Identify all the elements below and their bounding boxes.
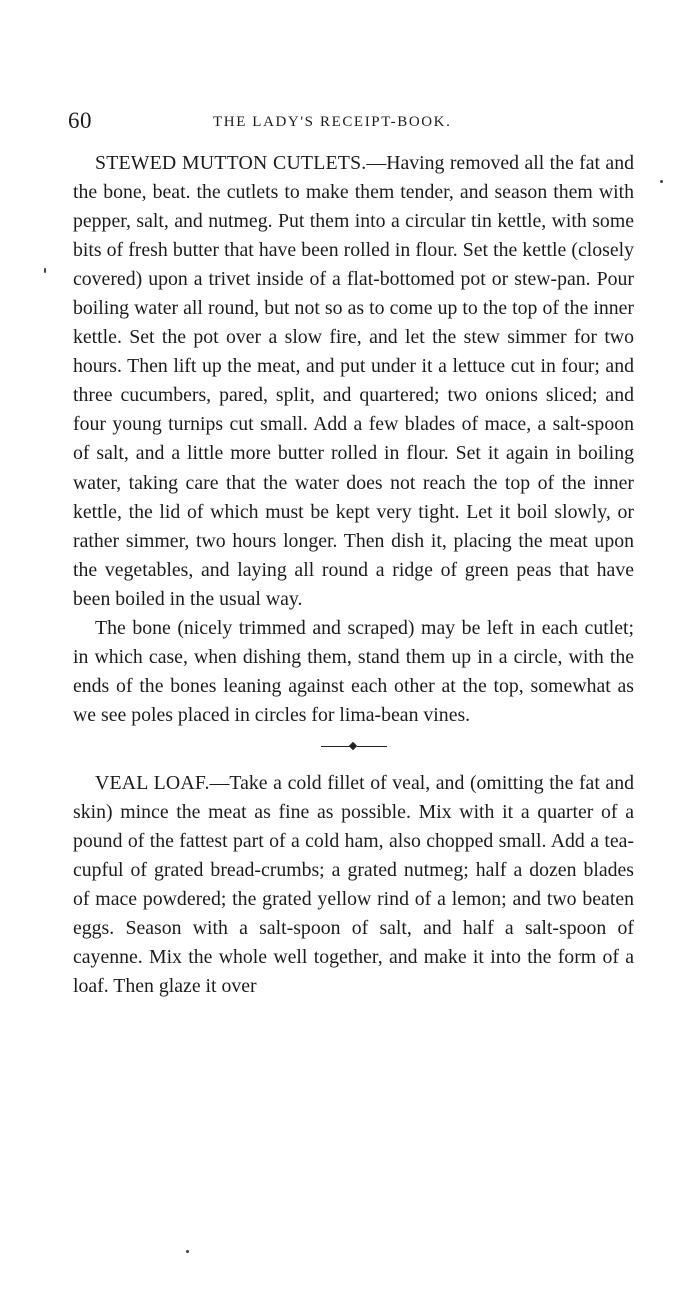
- section-divider: [73, 732, 634, 762]
- recipe-stewed-mutton-cutlets: STEWED MUTTON CUTLETS.—Having removed all the fat and the bone, beat. the cutlets to make them tender, and season them with pepper, salt, and nutmeg. Put them into a circular tin kettle, with some bits of fresh butter that have been rolled in flour. Set the kettle (closely covered) upon a trivet inside of a flat-bottomed pot or stew-pan. Pour boiling water all round, but not so as to come up to the top of the inner kettle. Set the pot over a slow fire, and let the stew simmer for two hours. Then lift up the meat, and put under it a lettuce cut in four; and three cucumbers, pared, split, and quartered; two onions sliced; and four young turnips cut small. Add a few blades of mace, a salt-spoon of salt, and a little more butter rolled in flour. Set it again in boiling water, taking care that the water does not reach the top of the inner kettle, the lid of which must be kept very tight. Let it boil slowly, or rather simmer, two hours longer. Then dish it, placing the meat upon the vegetables, and laying all round a ridge of green peas that have been boiled in the usual way.: [73, 152, 634, 610]
- running-head: [68, 106, 634, 136]
- divider-rule-right: [357, 746, 387, 747]
- recipe-title: STEWED MUTTON CUTLETS.: [95, 152, 367, 174]
- recipe-veal-loaf: VEAL LOAF.—Take a cold fillet of veal, and (omitting the fat and skin) mince the meat as fine as possible. Mix with it a quarter of a pound of the fattest part of a cold ham, also chopped small. Add a tea-cupful of grated bread-crumbs; a grated nutmeg; half a dozen blades of mace powdered; the grated yellow rind of a lemon; and two beaten eggs. Season with a salt-spoon of salt, and half a salt-spoon of cayenne. Mix the whole well together, and make it into the form of a loaf. Then glaze it over: [73, 771, 634, 998]
- diamond-ornament-icon: [349, 742, 357, 750]
- ink-speck: [660, 180, 663, 183]
- recipe-paragraph: Take a cold fillet of veal, and (omitting the fat and skin) mince the meat as fine as possible. Mix with it a quarter of a pound of the fattest part of a cold ham, also chopped small. Add a tea-cupful of grated bread-crumbs; a grated nutmeg; half a dozen blades of mace powdered; the grated yellow rind of a lemon; and two beaten eggs. Season with a salt-spoon of salt, and half a salt-spoon of cayenne. Mix the whole well together, and make it into the form of a loaf. Then glaze it over: [73, 771, 634, 998]
- body-text: [73, 149, 634, 1001]
- divider-rule-left: [321, 746, 351, 747]
- recipe-paragraph: Having removed all the fat and the bone, beat. the cutlets to make them tender, and season them with pepper, salt, and nutmeg. Put them into a circular tin kettle, with some bits of fresh butter that have been rolled in flour. Set the kettle (closely covered) upon a trivet inside of a flat-bottomed pot or stew-pan. Pour boiling water all round, but not so as to come up to the top of the inner kettle. Set the pot over a slow fire, and let the stew simmer for two hours. Then lift up the meat, and put under it a lettuce cut in four; and three cucumbers, pared, split, and quartered; two onions sliced; and four young turnips cut small. Add a few blades of mace, a salt-spoon of salt, and a little more butter rolled in flour. Set it again in boiling water, taking care that the water does not reach the top of the inner kettle, the lid of which must be kept very tight. Let it boil slowly, or rather simmer, two hours longer. Then dish it, placing the meat upon the vegetables, and laying all round a ridge of green peas that have been boiled in the usual way.: [73, 152, 634, 610]
- running-title: THE LADY'S RECEIPT-BOOK.: [213, 114, 452, 130]
- recipe-title: VEAL LOAF.: [95, 771, 210, 794]
- recipe-note-paragraph: The bone (nicely trimmed and scraped) may be left in each cutlet; in which case, when dishing them, stand them up in a circle, with the ends of the bones leaning against each other at the top, somewhat as we see poles placed in circles for lima-bean vines.: [73, 616, 634, 726]
- page-number: 60: [68, 108, 92, 133]
- ink-speck: [44, 268, 46, 273]
- ink-speck: [186, 1250, 189, 1253]
